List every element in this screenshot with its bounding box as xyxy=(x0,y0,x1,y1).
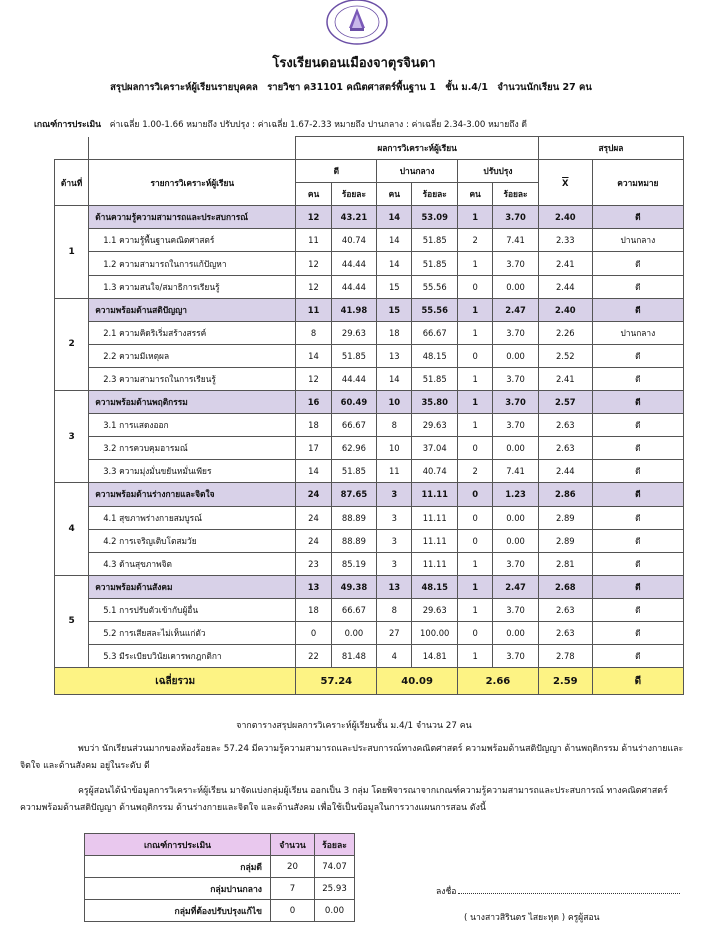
category-value: 2.40 xyxy=(538,298,592,321)
item-value: 51.85 xyxy=(331,344,377,367)
category-value: 2.47 xyxy=(493,575,539,598)
header-mean xyxy=(538,160,592,206)
category-row xyxy=(55,575,684,598)
item-value: ดี xyxy=(592,645,683,668)
total-meaning: ดี xyxy=(592,668,683,695)
item-value: 1 xyxy=(458,414,493,437)
category-title: ความพร้อมด้านร่างกายและจิตใจ xyxy=(89,483,296,506)
item-value: 0.00 xyxy=(493,506,539,529)
category-value: 2.68 xyxy=(538,575,592,598)
category-title: ความพร้อมด้านสติปัญญา xyxy=(89,298,296,321)
item-value: 8 xyxy=(296,321,331,344)
item-row xyxy=(55,552,684,575)
category-value: 0 xyxy=(458,483,493,506)
item-value: 15 xyxy=(377,275,412,298)
category-value: 10 xyxy=(377,391,412,414)
item-value: 3 xyxy=(377,552,412,575)
category-row xyxy=(55,298,684,321)
item-value: 14 xyxy=(377,229,412,252)
item-value: 23 xyxy=(296,552,331,575)
item-name: 3.1 การแสดงออก xyxy=(89,414,296,437)
item-value: 3.70 xyxy=(493,598,539,621)
side-number: 2 xyxy=(55,298,89,390)
category-title: ความพร้อมด้านสังคม xyxy=(89,575,296,598)
item-value: 11.11 xyxy=(412,529,458,552)
item-value: 2 xyxy=(458,460,493,483)
item-value: 48.15 xyxy=(412,344,458,367)
category-value: ดี xyxy=(592,206,683,229)
item-value: 8 xyxy=(377,414,412,437)
crit-header-criteria: เกณฑ์การประเมิน xyxy=(85,834,271,856)
item-row xyxy=(55,437,684,460)
category-value: ดี xyxy=(592,391,683,414)
category-value: 87.65 xyxy=(331,483,377,506)
item-row xyxy=(55,344,684,367)
item-value: 1 xyxy=(458,645,493,668)
item-value: 40.74 xyxy=(412,460,458,483)
category-value: 60.49 xyxy=(331,391,377,414)
item-row xyxy=(55,506,684,529)
table-caption: จากตารางสรุปผลการวิเคราะห์ผู้เรียนชั้น ม.4/1 จำนวน 27 คน xyxy=(236,721,472,731)
header-summary: สรุปผล xyxy=(538,137,683,160)
item-value: ดี xyxy=(592,344,683,367)
criteria-table-body xyxy=(85,856,355,922)
item-name: 3.2 การควบคุมอารมณ์ xyxy=(89,437,296,460)
category-value: 3.70 xyxy=(493,206,539,229)
item-value: 0 xyxy=(296,621,331,644)
result-paragraph: พบว่า นักเรียนส่วนมากของห้องร้อยละ 57.24 มีความรู้ความสามารถและประสบการณ์ทางคณิตศาสตร์ ความพร้อมด้านสติปัญญา ด้านพฤติกรรม ด้านร่างกายและจิตใจ และด้านสังคม อยู่ในระดับ ดี xyxy=(20,744,684,771)
item-value: 88.89 xyxy=(331,506,377,529)
item-value: 51.85 xyxy=(412,252,458,275)
item-value: 44.44 xyxy=(331,252,377,275)
category-row xyxy=(55,483,684,506)
criteria-row xyxy=(85,900,355,922)
item-value: 66.67 xyxy=(412,321,458,344)
item-name: 5.2 การเสียสละไม่เห็นแก่ตัว xyxy=(89,621,296,644)
item-row xyxy=(55,275,684,298)
item-row xyxy=(55,367,684,390)
item-name: 1.3 ความสนใจ/สมาธิการเรียนรู้ xyxy=(89,275,296,298)
item-value: 40.74 xyxy=(331,229,377,252)
item-value: 2.44 xyxy=(538,460,592,483)
item-value: 0.00 xyxy=(493,529,539,552)
item-name: 2.2 ความมีเหตุผล xyxy=(89,344,296,367)
category-value: 35.80 xyxy=(412,391,458,414)
item-value: 88.89 xyxy=(331,529,377,552)
category-title: ด้านความรู้ความสามารถและประสบการณ์ xyxy=(89,206,296,229)
item-value: 0.00 xyxy=(493,437,539,460)
total-mean: 2.59 xyxy=(538,668,592,695)
item-value: 2.41 xyxy=(538,367,592,390)
item-name: 1.1 ความรู้พื้นฐานคณิตศาสตร์ xyxy=(89,229,296,252)
item-value: 3.70 xyxy=(493,414,539,437)
item-value: 62.96 xyxy=(331,437,377,460)
item-value: 11.11 xyxy=(412,506,458,529)
item-value: 7.41 xyxy=(493,460,539,483)
item-name: 2.1 ความคิดริเริ่มสร้างสรรค์ xyxy=(89,321,296,344)
crit-header-percent: ร้อยละ xyxy=(315,834,355,856)
item-value: 0.00 xyxy=(331,621,377,644)
signature-dotted-line xyxy=(458,884,680,894)
item-value: 0.00 xyxy=(493,344,539,367)
school-name: โรงเรียนดอนเมืองจาตุรจินดา xyxy=(272,56,436,71)
item-value: ดี xyxy=(592,252,683,275)
header-blank xyxy=(55,137,89,160)
mean-symbol: $\overline{X}$ xyxy=(562,177,569,188)
criteria-text: ค่าเฉลี่ย 1.00-1.66 หมายถึง ปรับปรุง : ค่าเฉลี่ย 1.67-2.33 หมายถึง ปานกลาง : ค่าเฉลี่ย 2.34-3.00 หมายถึง ดี xyxy=(109,120,528,130)
item-value: 44.44 xyxy=(331,367,377,390)
category-value: 14 xyxy=(377,206,412,229)
total-medium: 40.09 xyxy=(377,668,458,695)
item-value: 0 xyxy=(458,621,493,644)
category-value: 15 xyxy=(377,298,412,321)
item-value: 37.04 xyxy=(412,437,458,460)
item-value: 24 xyxy=(296,506,331,529)
criteria-percent: 0.00 xyxy=(315,900,355,922)
category-value: 11 xyxy=(296,298,331,321)
header-percent: ร้อยละ xyxy=(331,183,377,206)
category-value: 49.38 xyxy=(331,575,377,598)
criteria-group: กลุ่มที่ต้องปรับปรุงแก้ไข xyxy=(85,900,271,922)
subtitle-course: รายวิชา ค31101 คณิตศาสตร์พื้นฐาน 1 xyxy=(267,82,436,93)
item-name: 5.1 การปรับตัวเข้ากับผู้อื่น xyxy=(89,598,296,621)
item-value: 2.89 xyxy=(538,529,592,552)
item-value: 2.78 xyxy=(538,645,592,668)
total-good: 57.24 xyxy=(296,668,377,695)
subtitle-students: จำนวนนักเรียน 27 คน xyxy=(497,82,592,93)
header-item: รายการวิเคราะห์ผู้เรียน xyxy=(89,160,296,206)
item-value: 51.85 xyxy=(331,460,377,483)
criteria-row xyxy=(85,878,355,900)
criteria-group: กลุ่มดี xyxy=(85,856,271,878)
item-name: 4.2 การเจริญเติบโตสมวัย xyxy=(89,529,296,552)
item-row xyxy=(55,252,684,275)
item-value: 29.63 xyxy=(412,414,458,437)
item-value: 14 xyxy=(377,367,412,390)
item-value: 13 xyxy=(377,344,412,367)
category-value: 13 xyxy=(377,575,412,598)
criteria-percent: 25.93 xyxy=(315,878,355,900)
subtitle-summary: สรุปผลการวิเคราะห์ผู้เรียนรายบุคคล xyxy=(110,82,258,93)
item-value: 3.70 xyxy=(493,252,539,275)
item-name: 2.3 ความสามารถในการเรียนรู้ xyxy=(89,367,296,390)
item-value: 2.81 xyxy=(538,552,592,575)
school-logo-emblem-icon xyxy=(322,0,392,50)
report-subtitle xyxy=(0,80,708,95)
item-value: 0.00 xyxy=(493,275,539,298)
criteria-percent: 74.07 xyxy=(315,856,355,878)
item-value: 0 xyxy=(458,344,493,367)
category-value: 2.40 xyxy=(538,206,592,229)
item-value: 51.85 xyxy=(412,367,458,390)
item-value: 8 xyxy=(377,598,412,621)
item-value: 14 xyxy=(377,252,412,275)
category-value: 2.47 xyxy=(493,298,539,321)
side-number: 4 xyxy=(55,483,89,575)
subtitle-class: ชั้น ม.4/1 xyxy=(445,82,488,93)
criteria-label: เกณฑ์การประเมิน xyxy=(34,120,102,130)
item-value: 55.56 xyxy=(412,275,458,298)
item-value: ปานกลาง xyxy=(592,229,683,252)
header-improve: ปรับปรุง xyxy=(458,160,539,183)
item-value: 66.67 xyxy=(331,414,377,437)
header-medium: ปานกลาง xyxy=(377,160,458,183)
category-value: 2.86 xyxy=(538,483,592,506)
item-name: 4.1 สุขภาพร่างกายสมบูรณ์ xyxy=(89,506,296,529)
item-value: 2 xyxy=(458,229,493,252)
item-name: 5.3 มีระเบียบวินัยเคารพกฎกติกา xyxy=(89,645,296,668)
item-name: 4.3 ด้านสุขภาพจิต xyxy=(89,552,296,575)
criteria-table xyxy=(84,833,355,922)
item-row xyxy=(55,321,684,344)
item-value: ดี xyxy=(592,506,683,529)
item-value: ดี xyxy=(592,552,683,575)
item-value: 11 xyxy=(296,229,331,252)
criteria-count: 7 xyxy=(271,878,315,900)
item-value: 66.67 xyxy=(331,598,377,621)
item-name: 1.2 ความสามารถในการแก้ปัญหา xyxy=(89,252,296,275)
item-row xyxy=(55,645,684,668)
item-row xyxy=(55,229,684,252)
category-value: 43.21 xyxy=(331,206,377,229)
category-value: ดี xyxy=(592,575,683,598)
item-value: 18 xyxy=(377,321,412,344)
category-value: 12 xyxy=(296,206,331,229)
header-result: ผลการวิเคราะห์ผู้เรียน xyxy=(296,137,538,160)
signature-name: ( นางสาวสิรินตร ไสยะหุด ) ครูผู้สอน xyxy=(464,913,600,923)
header-count: คน xyxy=(377,183,412,206)
category-value: ดี xyxy=(592,298,683,321)
item-value: 0 xyxy=(458,437,493,460)
total-improve: 2.66 xyxy=(458,668,539,695)
category-title: ความพร้อมด้านพฤติกรรม xyxy=(89,391,296,414)
category-value: 55.56 xyxy=(412,298,458,321)
item-value: 14 xyxy=(296,344,331,367)
category-value: 11.11 xyxy=(412,483,458,506)
item-value: 3.70 xyxy=(493,367,539,390)
item-value: 1 xyxy=(458,598,493,621)
item-value: ปานกลาง xyxy=(592,321,683,344)
item-value: 2.63 xyxy=(538,598,592,621)
item-value: 2.26 xyxy=(538,321,592,344)
analysis-table xyxy=(54,136,684,695)
signature-label: ลงชื่อ xyxy=(436,887,457,897)
category-value: 1 xyxy=(458,206,493,229)
item-value: ดี xyxy=(592,437,683,460)
category-value: 2.57 xyxy=(538,391,592,414)
criteria-count: 0 xyxy=(271,900,315,922)
item-value: 27 xyxy=(377,621,412,644)
item-row xyxy=(55,460,684,483)
item-value: 3 xyxy=(377,506,412,529)
item-value: 29.63 xyxy=(412,598,458,621)
item-value: 1 xyxy=(458,321,493,344)
item-value: 3 xyxy=(377,529,412,552)
item-value: 12 xyxy=(296,252,331,275)
item-value: 1 xyxy=(458,552,493,575)
item-value: 12 xyxy=(296,367,331,390)
header-percent: ร้อยละ xyxy=(412,183,458,206)
item-value: 2.63 xyxy=(538,437,592,460)
item-value: 4 xyxy=(377,645,412,668)
item-value: 14 xyxy=(296,460,331,483)
item-value: ดี xyxy=(592,275,683,298)
item-value: 17 xyxy=(296,437,331,460)
item-value: 2.52 xyxy=(538,344,592,367)
item-value: 11.11 xyxy=(412,552,458,575)
item-value: 7.41 xyxy=(493,229,539,252)
side-number: 5 xyxy=(55,575,89,667)
item-name: 3.3 ความมุ่งมั่นขยันหมั่นเพียร xyxy=(89,460,296,483)
item-value: ดี xyxy=(592,529,683,552)
item-value: 0 xyxy=(458,529,493,552)
item-value: 3.70 xyxy=(493,321,539,344)
item-value: 2.89 xyxy=(538,506,592,529)
item-value: 18 xyxy=(296,414,331,437)
header-blank-item xyxy=(89,137,296,160)
criteria-line xyxy=(34,117,694,131)
criteria-row xyxy=(85,856,355,878)
header-good: ดี xyxy=(296,160,377,183)
signature-line xyxy=(436,884,680,898)
grouping-paragraph: ครูผู้สอนได้นำข้อมูลการวิเคราะห์ผู้เรียน มาจัดแบ่งกลุ่มผู้เรียน ออกเป็น 3 กลุ่ม โดยพิจารณาจากเกณฑ์ความรู้ความสามารถและประสบการณ์ ทางคณิตศาสตร์ ความพร้อมด้านสติปัญญา ด้านพฤติกรรม ด้านร่างกายและจิตใจ และด้านสังคม เพื่อใช้เป็นข้อมูลในการวางแผนการสอน ดังนี้ xyxy=(20,786,668,813)
category-row xyxy=(55,206,684,229)
item-value: 24 xyxy=(296,529,331,552)
item-value: ดี xyxy=(592,460,683,483)
item-value: 0 xyxy=(458,506,493,529)
category-value: 1 xyxy=(458,391,493,414)
item-value: 29.63 xyxy=(331,321,377,344)
category-value: 16 xyxy=(296,391,331,414)
item-value: 3.70 xyxy=(493,645,539,668)
item-value: 1 xyxy=(458,367,493,390)
item-value: 14.81 xyxy=(412,645,458,668)
item-value: 3.70 xyxy=(493,552,539,575)
item-value: 12 xyxy=(296,275,331,298)
item-value: 0.00 xyxy=(493,621,539,644)
header-count: คน xyxy=(296,183,331,206)
item-value: 22 xyxy=(296,645,331,668)
category-value: 3 xyxy=(377,483,412,506)
item-value: 1 xyxy=(458,252,493,275)
category-value: 1.23 xyxy=(493,483,539,506)
category-value: 53.09 xyxy=(412,206,458,229)
category-value: 1 xyxy=(458,298,493,321)
item-value: 2.33 xyxy=(538,229,592,252)
item-value: ดี xyxy=(592,621,683,644)
item-value: 0 xyxy=(458,275,493,298)
category-value: 41.98 xyxy=(331,298,377,321)
item-value: 10 xyxy=(377,437,412,460)
category-value: 24 xyxy=(296,483,331,506)
item-value: 11 xyxy=(377,460,412,483)
criteria-count: 20 xyxy=(271,856,315,878)
header-count: คน xyxy=(458,183,493,206)
item-value: 2.63 xyxy=(538,414,592,437)
analysis-table-body xyxy=(55,206,684,668)
item-value: 51.85 xyxy=(412,229,458,252)
item-row xyxy=(55,529,684,552)
item-value: 2.41 xyxy=(538,252,592,275)
item-value: ดี xyxy=(592,598,683,621)
item-value: 85.19 xyxy=(331,552,377,575)
header-meaning: ความหมาย xyxy=(592,160,683,206)
item-value: 2.63 xyxy=(538,621,592,644)
item-row xyxy=(55,598,684,621)
item-row xyxy=(55,414,684,437)
header-side: ด้านที่ xyxy=(55,160,89,206)
category-value: 13 xyxy=(296,575,331,598)
category-row xyxy=(55,391,684,414)
category-value: 48.15 xyxy=(412,575,458,598)
item-value: ดี xyxy=(592,367,683,390)
total-label: เฉลี่ยรวม xyxy=(55,668,296,695)
side-number: 1 xyxy=(55,206,89,298)
side-number: 3 xyxy=(55,391,89,483)
item-value: 81.48 xyxy=(331,645,377,668)
item-value: 44.44 xyxy=(331,275,377,298)
item-value: 2.44 xyxy=(538,275,592,298)
item-value: ดี xyxy=(592,414,683,437)
item-value: 18 xyxy=(296,598,331,621)
category-value: 3.70 xyxy=(493,391,539,414)
header-percent: ร้อยละ xyxy=(493,183,539,206)
category-value: 1 xyxy=(458,575,493,598)
criteria-group: กลุ่มปานกลาง xyxy=(85,878,271,900)
category-value: ดี xyxy=(592,483,683,506)
item-value: 100.00 xyxy=(412,621,458,644)
total-row xyxy=(55,668,684,695)
item-row xyxy=(55,621,684,644)
crit-header-count: จำนวน xyxy=(271,834,315,856)
